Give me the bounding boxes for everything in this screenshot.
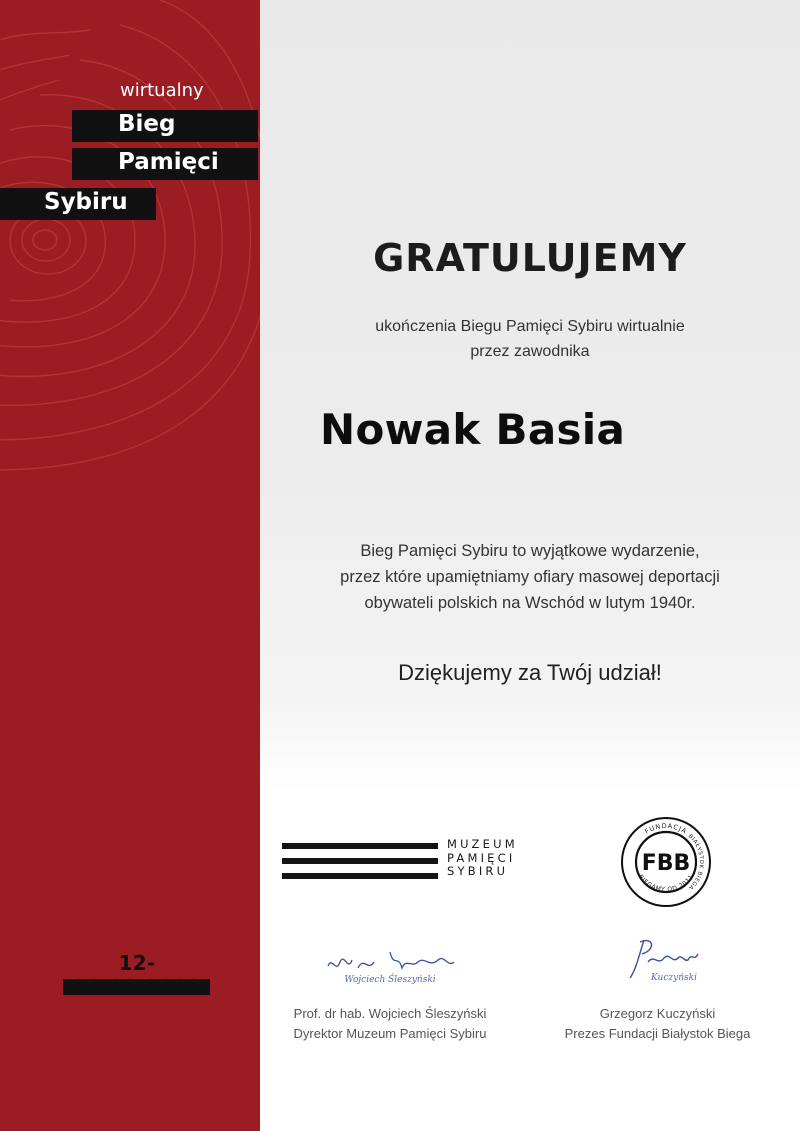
logo-wirtualny: wirtualny [120,80,204,101]
logo-word-bieg: Bieg [118,111,176,137]
description-line-2: przez które upamiętniamy ofiary masowej deportacji [340,568,720,586]
signer-1-name: Prof. dr hab. Wojciech Śleszyński [293,1006,487,1021]
signature-1 [320,938,460,986]
signature-1-text: Wojciech Śleszyński [344,975,436,985]
museum-logo-text [447,838,518,879]
subtitle-line-1: ukończenia Biegu Pamięci Sybiru wirtualnie [375,318,685,335]
logo-bar-bieg [72,110,258,142]
museum-logo [282,838,532,888]
museum-logo-stripe [282,843,438,849]
sidebar [0,0,260,1131]
museum-logo-line-3: SYBIRU [447,864,509,878]
museum-logo-stripe [282,858,438,864]
description-line-3: obywateli polskich na Wschód w lutym 1940r. [364,594,696,612]
date-underline-bar [63,979,210,995]
signer-1 [270,1004,510,1044]
tree-rings-decoration [0,0,260,480]
thank-you-message: Dziękujemy za Twój udział! [398,660,662,685]
signer-2-title: Prezes Fundacji Białystok Biega [564,1026,751,1041]
signature-2-text: Kuczyński [651,973,697,983]
subtitle [310,314,750,364]
museum-logo-line-1: MUZEUM [447,837,518,851]
logo-word-sybiru: Sybiru [44,189,128,215]
foundation-logo-ring-text: BIAŁYSTOK BIEGA [686,833,705,891]
description-line-1: Bieg Pamięci Sybiru to wyjątkowe wydarzenie, [360,542,700,560]
foundation-logo-mark: FBB [641,851,691,876]
signature-2 [620,932,710,984]
museum-logo-stripe [282,873,438,879]
museum-logo-line-2: PAMIĘCI [447,850,516,865]
signer-2-name: Grzegorz Kuczyński [599,1006,716,1021]
foundation-logo [619,815,713,909]
svg-text:FUNDACJA [643,822,688,836]
signer-2 [540,1004,775,1044]
participant-name: Nowak Basia [320,405,626,454]
page-title: GRATULUJEMY [373,236,687,280]
foundation-logo-top-text: FUNDACJA [643,821,689,836]
logo-bar-pamieci [72,148,258,180]
subtitle-line-2: przez zawodnika [470,343,590,360]
svg-text:BIEGAMY OD 2011 [637,873,695,893]
description [285,538,775,616]
logo-word-pamieci: Pamięci [118,149,219,175]
foundation-logo-bottom-text: BIEGAMY OD 2011 [636,873,696,894]
logo-bar-sybiru [0,188,156,220]
signer-1-title: Dyrektor Muzeum Pamięci Sybiru [293,1026,487,1041]
event-date: 12- [118,951,156,975]
